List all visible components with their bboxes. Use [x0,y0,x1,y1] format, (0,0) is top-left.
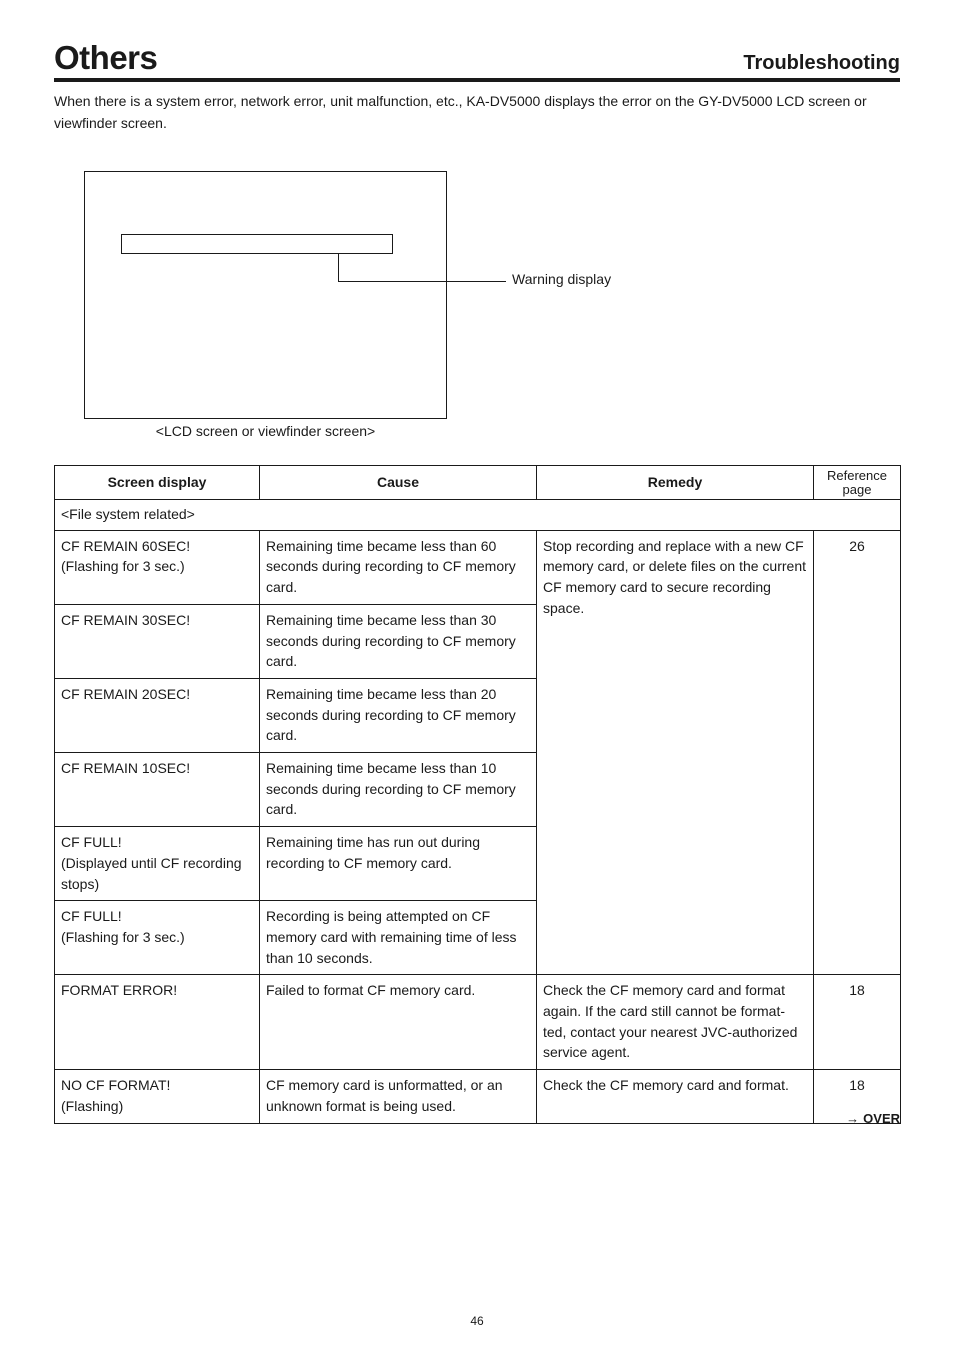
cause-cell: CF memory card is unformatted, or an unknown format is being used. [260,1070,537,1123]
header-ref-line2: page [842,481,872,497]
page-title: Others [54,39,158,76]
screen-text: CF FULL! [61,834,122,851]
cause-cell: Remaining time became less than 30 seconds during recording to CF memory card. [260,604,537,678]
screen-text: CF REMAIN 60SEC! [61,537,191,554]
cause-cell: Recording is being attempted on CF memory card with remaining time of less than 10 seconds. [260,901,537,975]
ref-cell: 18 [814,1070,901,1123]
page-header [54,38,900,82]
header-ref-line1: Reference [827,467,887,483]
header-reference-page [814,466,901,500]
group-row [55,500,901,531]
shared-remedy-cell: Stop recording and replace with a new CF memory card, or delete files on the current CF memory card to secure recording space. [537,530,814,975]
leader-line-vertical [338,254,339,281]
table-row [55,1070,901,1123]
screen-note: (Flashing for 3 sec.) [61,928,185,945]
diagram-caption: <LCD screen or viewfinder screen> [155,423,376,439]
cause-cell: Remaining time became less than 60 seconds during recording to CF memory card. [260,530,537,604]
lcd-screen-diagram [84,171,447,419]
ref-cell: 18 [814,975,901,1070]
cause-cell: Remaining time became less than 20 seconds during recording to CF memory card. [260,678,537,752]
cause-cell: Failed to format CF memory card. [260,975,537,1070]
remedy-cell: Check the CF memory card and format again. If the card still cannot be format-ted, contact your nearest JVC-authorized service agent. [537,975,814,1070]
cause-cell: Remaining time has run out during recording to CF memory card. [260,827,537,901]
screen-text: CF REMAIN 20SEC! [61,685,191,702]
table-row [55,975,901,1070]
cause-cell: Remaining time became less than 10 seconds during recording to CF memory card. [260,753,537,827]
right-arrow-icon: → [846,1111,860,1126]
leader-line-horizontal [338,281,506,282]
screen-text: CF FULL! [61,908,122,925]
header-screen-display: Screen display [55,466,260,500]
section-title: Troubleshooting [743,52,900,74]
warning-display-label: Warning display [512,271,612,287]
page-number: 46 [470,1314,484,1328]
screen-note: (Displayed until CF recording stops) [61,854,242,892]
screen-display-cell [55,901,260,975]
remedy-cell: Check the CF memory card and format. [537,1070,814,1123]
table-row [55,530,901,604]
table-header-row [55,466,901,500]
screen-display-cell [55,678,260,752]
over-text: OVER [863,1111,900,1126]
intro-paragraph: When there is a system error, network error, unit malfunction, etc., KA-DV5000 displays the error on the GY-DV5000 LCD screen or viewfinder screen. [54,93,867,131]
troubleshooting-table [54,465,901,1124]
screen-note: (Flashing for 3 sec.) [61,558,185,575]
screen-text: NO CF FORMAT! [61,1077,171,1094]
shared-ref-cell: 26 [814,530,901,975]
warning-display-bar [121,234,393,254]
screen-text: CF REMAIN 30SEC! [61,611,191,628]
group-label: <File system related> [55,500,901,531]
screen-display-cell [55,604,260,678]
screen-text: CF REMAIN 10SEC! [61,760,191,777]
screen-display-cell [55,827,260,901]
header-cause: Cause [260,466,537,500]
screen-display-cell [55,1070,260,1123]
screen-note: (Flashing) [61,1097,124,1114]
screen-display-cell [55,753,260,827]
header-remedy: Remedy [537,466,814,500]
screen-display-cell [55,530,260,604]
screen-display-cell: FORMAT ERROR! [55,975,260,1070]
continued-over-label [846,1111,900,1126]
